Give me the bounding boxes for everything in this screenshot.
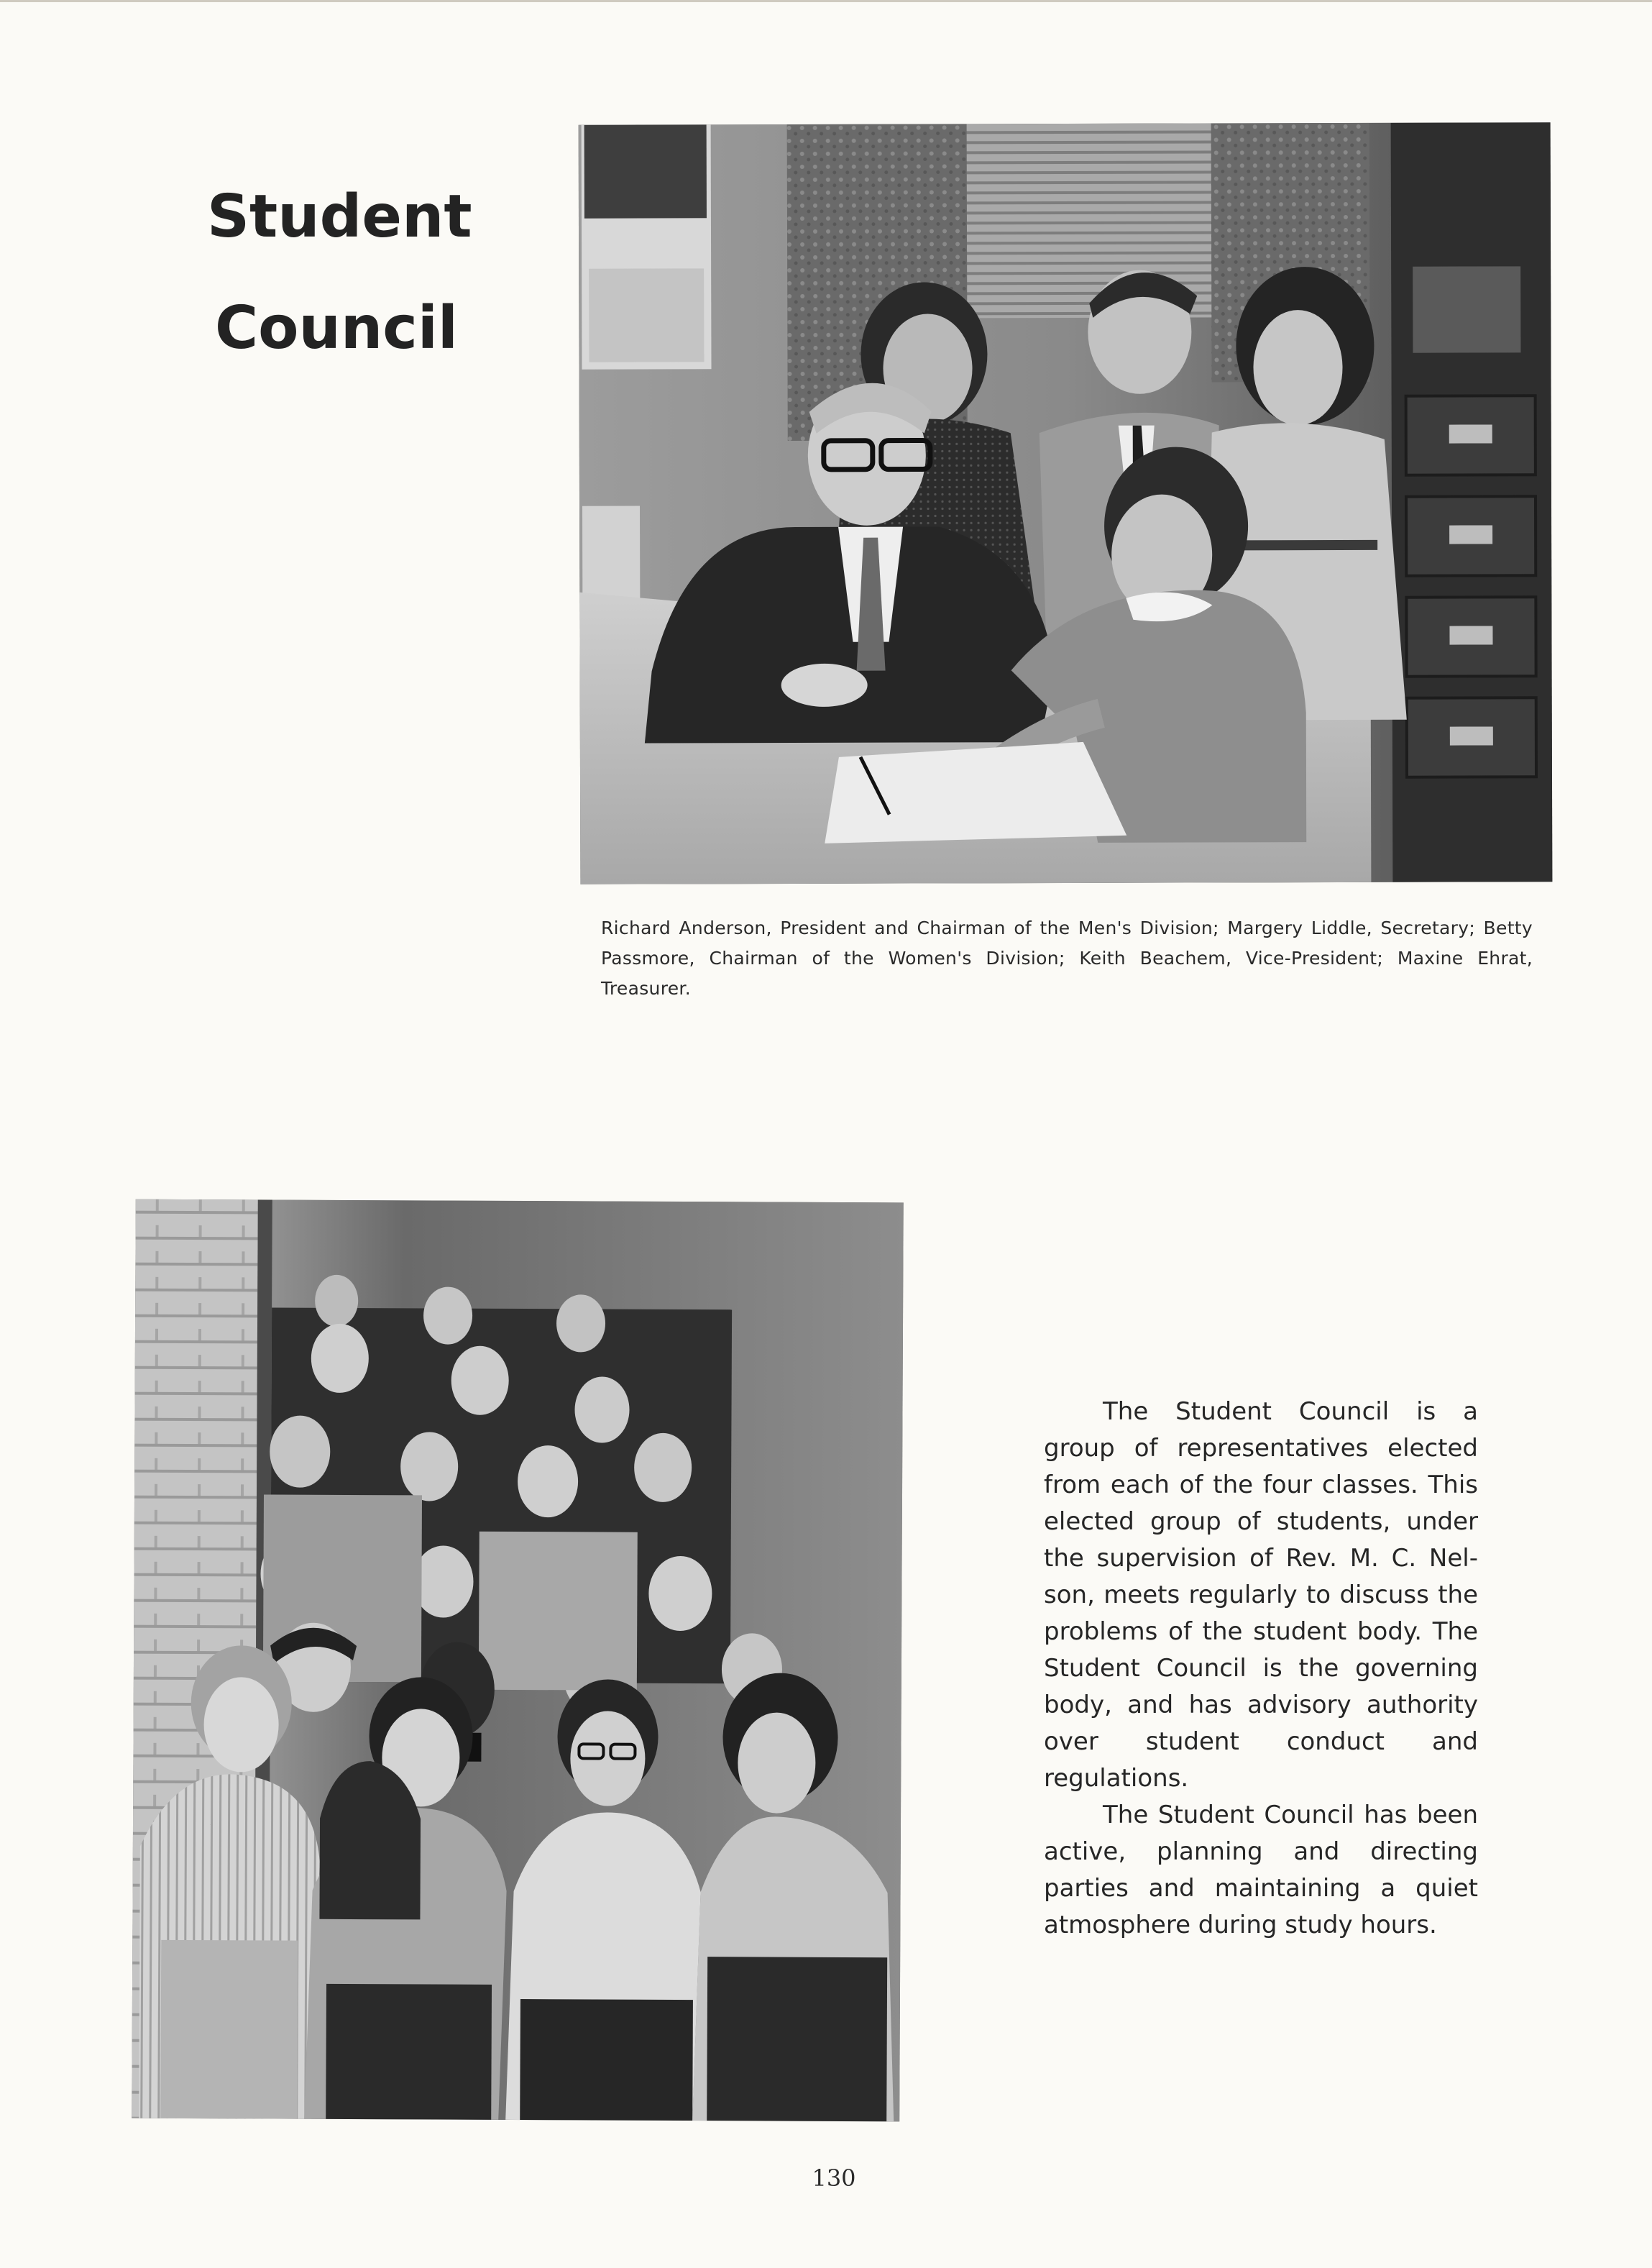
council-group-photo-graphic: [132, 1199, 904, 2122]
description-paragraph-1: The Student Council is a group of representatives elected from each of the four classes. This elected group of students, under the supervision of Rev. M. C. Nelson, meets regularly to discuss the problems of the student body. The Student Council is the governing body, and has advisory authority over student conduct and regulations.: [1044, 1397, 1478, 1793]
council-description: [1044, 1394, 1478, 1944]
officers-photo-graphic: [579, 122, 1553, 884]
page-number: 130: [812, 2164, 856, 2192]
page-title: [207, 161, 472, 384]
description-paragraph-2: The Student Council has been active, planning and directing parties and maintaining a quiet atmosphere during study hours.: [1044, 1801, 1478, 1939]
page-title-line-1: Student: [207, 183, 472, 251]
officers-photo: [579, 122, 1553, 884]
council-group-photo: [132, 1199, 904, 2122]
page-title-line-2: Council: [214, 294, 459, 362]
officers-photo-caption: Richard Anderson, President and Chairman of the Men's Division; Margery Liddle, Secretary; Betty Passmore, Chairman of the Women's Division; Keith Beachem, Vice-President; Maxine Ehrat, Treasurer.: [601, 918, 1533, 999]
